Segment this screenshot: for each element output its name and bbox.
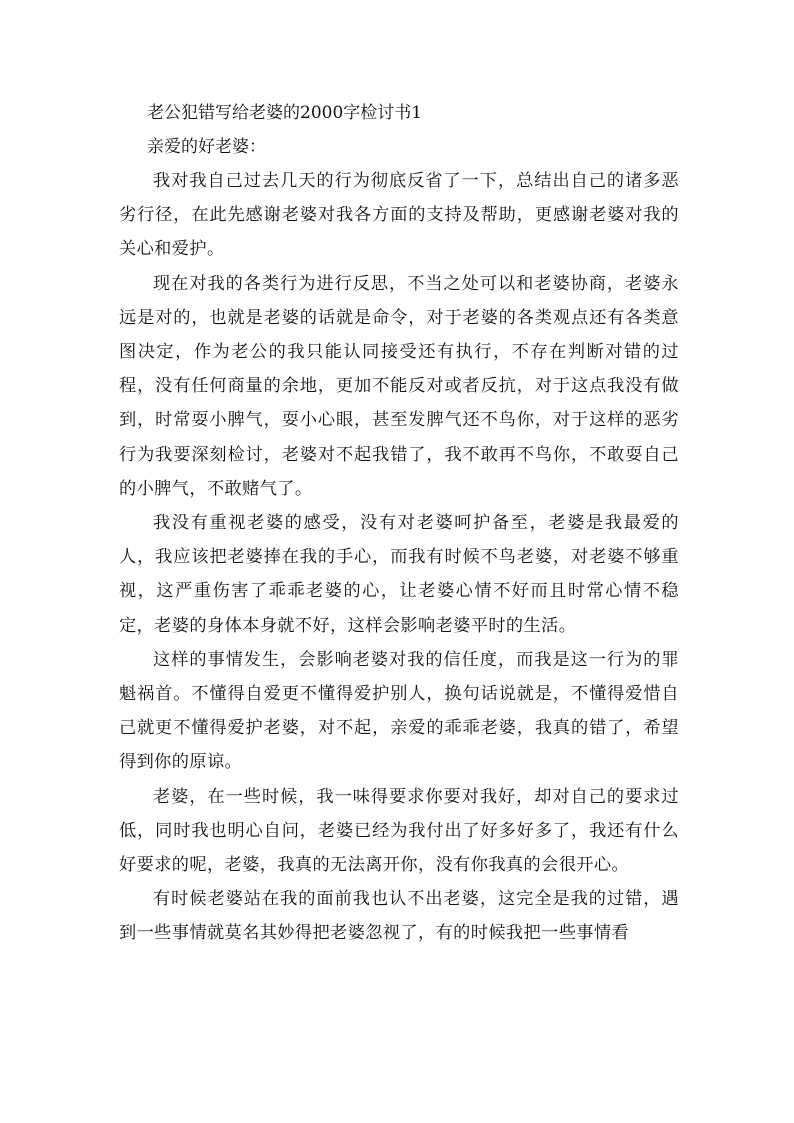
paragraph-5: 老婆，在一些时候，我一味得要求你要对我好，却对自己的要求过低，同时我也明心自问，老婆已经为我付出了好多好多了，我还有什么好要求的呢，老婆，我真的无法离开你，没有你我真的会很开心。: [119, 786, 679, 876]
document-title: 老公犯错写给老婆的2000字检讨书1: [147, 103, 423, 123]
paragraph-1: 我对我自己过去几天的行为彻底反省了一下，总结出自己的诸多恶劣行径，在此先感谢老婆对我各方面的支持及帮助，更感谢老婆对我的关心和爱护。: [119, 171, 679, 260]
paragraph-3: 我没有重视老婆的感受，没有对老婆呵护备至，老婆是我最爱的人，我应该把老婆捧在我的手心，而我有时候不鸟老婆，对老婆不够重视，这严重伤害了乖乖老婆的心，让老婆心情不好而且时常心情不稳定，老婆的身体本身就不好，这样会影响老婆平时的生活。: [119, 513, 679, 636]
document-body: [119, 96, 679, 951]
salutation: 亲爱的好老婆：: [147, 137, 266, 157]
paragraph-4: 这样的事情发生，会影响老婆对我的信任度，而我是这一行为的罪魁祸首。不懂得自爱更不懂得爱护别人，换句话说就是，不懂得爱惜自己就更不懂得爱护老婆，对不起，亲爱的乖乖老婆，我真的错了，希望得到你的原谅。: [119, 649, 679, 773]
paragraph-6: 有时候老婆站在我的面前我也认不出老婆，这完全是我的过错，遇到一些事情就莫名其妙得把老婆忽视了，有的时候我把一些事情看: [119, 889, 679, 944]
paragraph-2: 现在对我的各类行为进行反思，不当之处可以和老婆协商，老婆永远是对的，也就是老婆的话就是命令，对于老婆的各类观点还有各类意图决定，作为老公的我只能认同接受还有执行，不存在判断对错的过程，没有任何商量的余地，更加不能反对或者反抗，对于这点我没有做到，时常耍小脾气，耍小心眼，甚至发脾气还不鸟你，对于这样的恶劣行为我要深刻检讨，老婆对不起我错了，我不敢再不鸟你，不敢耍自己的小脾气，不敢赌气了。: [119, 273, 679, 499]
